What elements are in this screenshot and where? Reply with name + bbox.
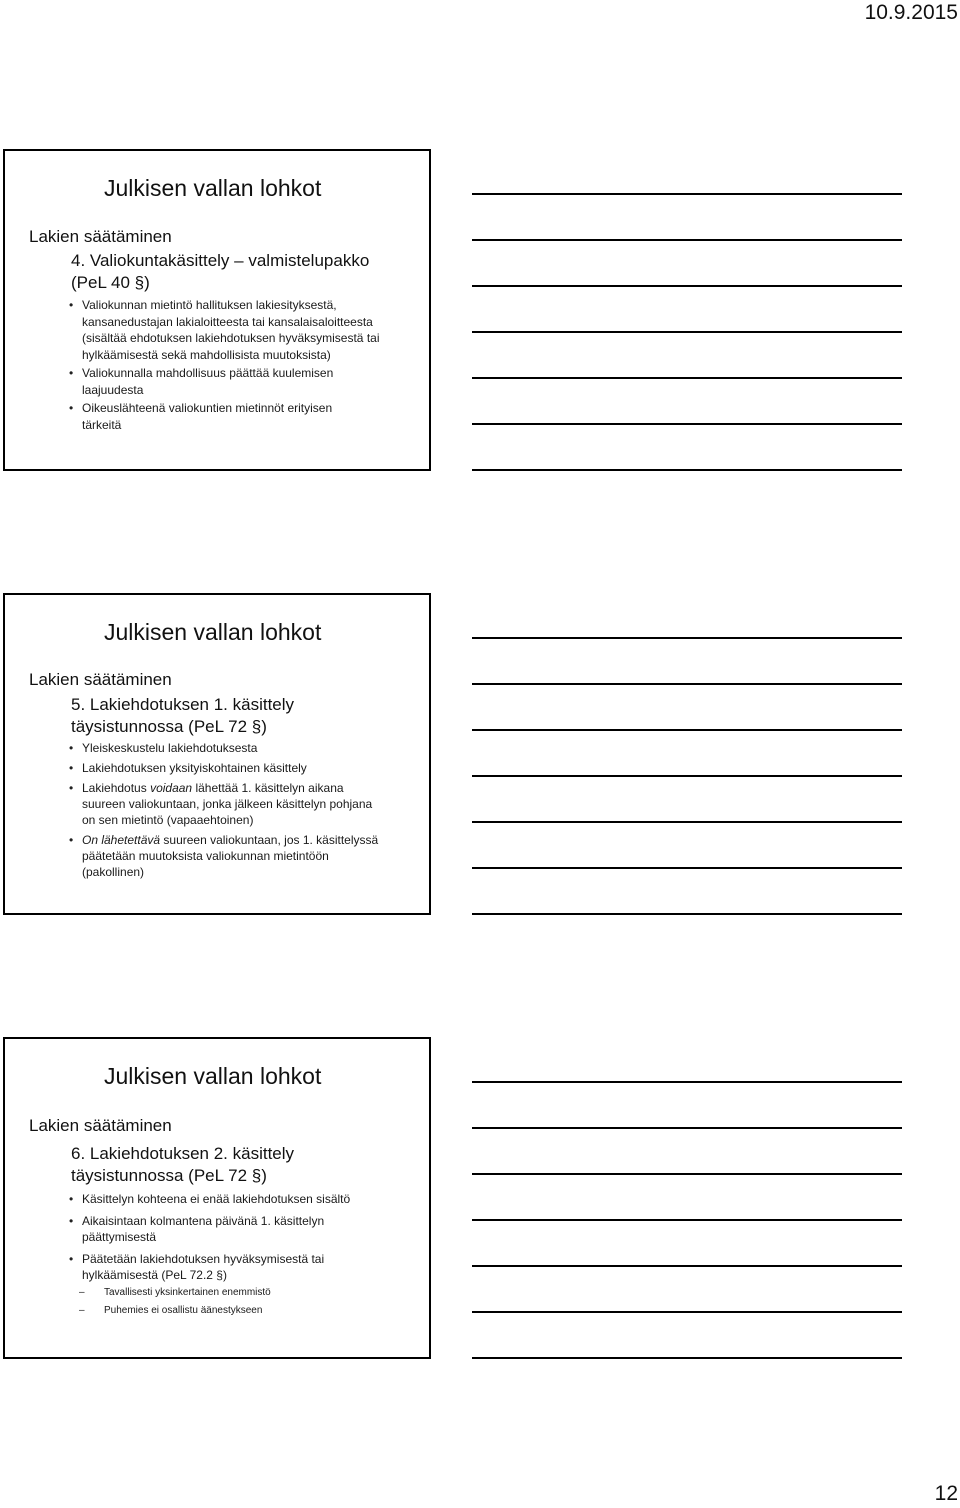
bullet-list	[69, 1191, 419, 1324]
slide-title: Julkisen vallan lohkot	[104, 175, 322, 201]
bullet-line: Aikaisintaan kolmantena päivänä 1. käsittelyn	[82, 1214, 325, 1228]
note-line	[472, 775, 902, 777]
bullet-line: tärkeitä	[82, 417, 122, 432]
bullet-text-prefix: Lakiehdotus	[82, 781, 151, 795]
bullet-item	[69, 1251, 419, 1318]
page-number: 12	[934, 1482, 958, 1505]
bullet-line: laajuudesta	[82, 382, 144, 397]
heading-line: 6. Lakiehdotuksen 2. käsittely	[71, 1144, 295, 1163]
bullet-line: hylkäämisestä sekä mahdollisista muutoksista)	[82, 347, 331, 362]
bullet-line: Päätetään lakiehdotuksen hyväksymisestä tai	[82, 1252, 325, 1266]
note-line	[472, 913, 902, 915]
bullet-list	[69, 297, 419, 435]
bullet-line: päätetään muutoksista valiokunnan mietintöön	[82, 849, 329, 863]
bullet-item	[69, 832, 419, 880]
bullet-dot-icon: •	[69, 741, 74, 755]
slide-2	[3, 593, 431, 915]
bullet-item	[69, 297, 419, 363]
bullet-item	[69, 1191, 419, 1207]
bullet-line: hylkäämisestä (PeL 72.2 §)	[82, 1268, 227, 1282]
note-line	[472, 193, 902, 195]
bullet-item	[69, 400, 419, 433]
bullet-item	[69, 760, 419, 776]
note-line	[472, 377, 902, 379]
bullet-line: suureen valiokuntaan, jonka jälkeen käsittelyn pohjana	[82, 797, 373, 811]
dash-icon: –	[79, 1305, 85, 1316]
bullet-dot-icon: •	[69, 761, 74, 775]
heading-line: täysistunnossa (PeL 72 §)	[71, 717, 267, 736]
page-date: 10.9.2015	[864, 1, 958, 24]
note-line	[472, 867, 902, 869]
bullet-line: (sisältää ehdotuksen lakiehdotuksen hyväksymisestä tai	[82, 331, 380, 345]
bullet-text-suffix: lähettää 1. käsittelyn aikana	[192, 781, 344, 795]
sub-bullet-list	[69, 1286, 419, 1318]
bullet-dot-icon: •	[69, 1192, 74, 1206]
bullet-item	[69, 1213, 419, 1245]
bullet-line: Valiokunnalla mahdollisuus päättää kuulemisen	[82, 366, 334, 380]
note-line	[472, 1173, 902, 1175]
heading-line: (PeL 40 §)	[71, 273, 150, 292]
bullet-text-emphasis: voidaan	[150, 781, 193, 795]
slide-3	[3, 1037, 431, 1359]
slide-title: Julkisen vallan lohkot	[104, 619, 322, 645]
bullet-line: on sen mietintö (vapaaehtoinen)	[82, 813, 254, 827]
bullet-dot-icon: •	[69, 298, 74, 312]
dash-icon: –	[79, 1287, 85, 1298]
bullet-dot-icon: •	[69, 1252, 74, 1266]
note-line	[472, 1127, 902, 1129]
slide-subtitle: Lakien säätäminen	[29, 670, 172, 689]
slide-subtitle: Lakien säätäminen	[29, 1116, 172, 1135]
note-line	[472, 1219, 902, 1221]
note-line	[472, 729, 902, 731]
bullet-item	[69, 740, 419, 756]
bullet-list	[69, 740, 419, 884]
note-line	[472, 423, 902, 425]
bullet-line	[82, 832, 419, 848]
bullet-item	[69, 365, 419, 398]
note-line	[472, 683, 902, 685]
note-line	[472, 1081, 902, 1083]
note-line	[472, 1311, 902, 1313]
sub-bullet-text: Puhemies ei osallistu äänestykseen	[104, 1305, 263, 1316]
bullet-dot-icon: •	[69, 833, 74, 847]
slide-subtitle: Lakien säätäminen	[29, 227, 172, 246]
slide-1	[3, 149, 431, 471]
bullet-dot-icon: •	[69, 1214, 74, 1228]
note-line	[472, 1357, 902, 1359]
slide-heading	[71, 250, 369, 294]
note-line	[472, 821, 902, 823]
bullet-dot-icon: •	[69, 401, 74, 415]
sub-bullet-item	[69, 1304, 419, 1318]
bullet-item	[69, 780, 419, 828]
heading-line: täysistunnossa (PeL 72 §)	[71, 1166, 267, 1185]
sub-bullet-text: Tavallisesti yksinkertainen enemmistö	[104, 1287, 271, 1298]
slide-title: Julkisen vallan lohkot	[104, 1063, 322, 1089]
bullet-text-suffix: suureen valiokuntaan, jos 1. käsittelyssä	[160, 833, 379, 847]
bullet-line: päättymisestä	[82, 1230, 157, 1244]
bullet-text-emphasis: On lähetettävä	[82, 833, 161, 847]
note-line	[472, 331, 902, 333]
note-line	[472, 637, 902, 639]
bullet-dot-icon: •	[69, 781, 74, 795]
note-line	[472, 239, 902, 241]
bullet-line: (pakollinen)	[82, 865, 145, 879]
slide-heading	[71, 694, 294, 738]
bullet-line: Lakiehdotuksen yksityiskohtainen käsittely	[82, 761, 307, 775]
bullet-line: Käsittelyn kohteena ei enää lakiehdotuksen sisältö	[82, 1192, 351, 1206]
heading-line: 4. Valiokuntakäsittely – valmistelupakko	[71, 251, 370, 270]
note-line	[472, 285, 902, 287]
sub-bullet-item	[69, 1286, 419, 1300]
bullet-line	[82, 780, 419, 796]
slide-heading	[71, 1143, 294, 1187]
bullet-line: Valiokunnan mietintö hallituksen lakiesityksestä,	[82, 298, 337, 312]
bullet-line: kansanedustajan lakialoitteesta tai kansalaisaloitteesta	[82, 314, 373, 329]
note-line	[472, 469, 902, 471]
bullet-line: Yleiskeskustelu lakiehdotuksesta	[82, 741, 258, 755]
note-line	[472, 1265, 902, 1267]
bullet-line: Oikeuslähteenä valiokuntien mietinnöt erityisen	[82, 401, 333, 415]
bullet-dot-icon: •	[69, 366, 74, 380]
heading-line: 5. Lakiehdotuksen 1. käsittely	[71, 695, 295, 714]
